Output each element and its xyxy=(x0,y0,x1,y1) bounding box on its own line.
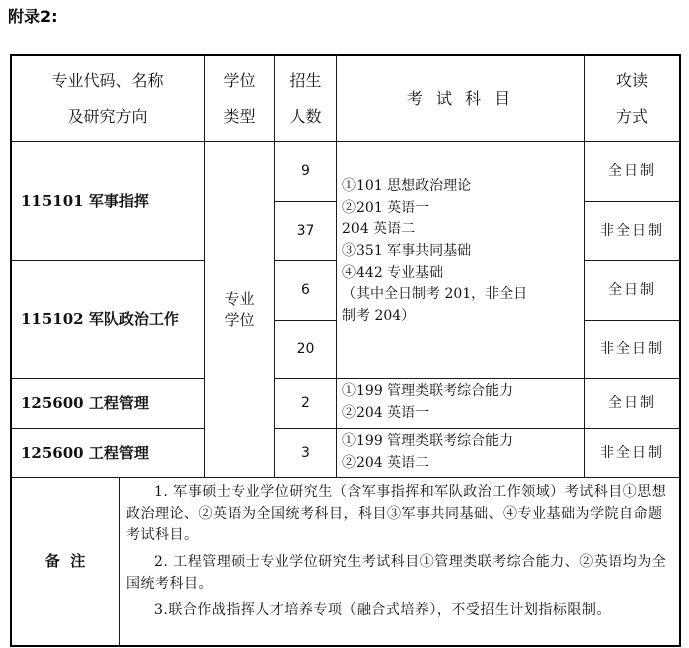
header-degree-line1: 学位 xyxy=(223,70,256,90)
major-name: 115102 军队政治工作 xyxy=(21,310,179,329)
header-enroll-line1: 招生 xyxy=(289,70,322,90)
enrollment-count: 9 xyxy=(301,163,310,180)
remark-item: 3.联合作战指挥人才培养专项（融合式培养），不受招生计划指标限制。 xyxy=(154,602,611,618)
major-name: 125600 工程管理 xyxy=(21,443,149,462)
header-enrollment xyxy=(275,56,336,141)
study-mode: 全日制 xyxy=(608,163,656,180)
exam-subjects: ①199 管理类联考综合能力 ②204 英语二 xyxy=(342,433,514,471)
header-major-line2: 及研究方向 xyxy=(67,106,148,126)
degree-type-line1: 专业 xyxy=(224,290,255,309)
header-degree-line2: 类型 xyxy=(223,106,256,126)
table-border-bottom xyxy=(10,645,680,647)
study-mode: 非全日制 xyxy=(600,222,664,239)
degree-type-line2: 学位 xyxy=(224,310,255,329)
remarks-col-divider xyxy=(119,477,120,646)
header-mode-line1: 攻读 xyxy=(615,70,648,90)
shared-exam-subjects: ①101 思想政治理论 ②201 英语一 204 英语二 ③351 军事共同基础 ④442 专业基础 （其中全日制考 201，非全日 制考 204） xyxy=(342,178,528,325)
header-enroll-line2: 人数 xyxy=(289,106,322,126)
major-name: 125600 工程管理 xyxy=(21,394,149,413)
table-border-right xyxy=(679,54,681,647)
header-subjects: 考 试 科 目 xyxy=(406,88,515,108)
study-mode: 非全日制 xyxy=(600,341,664,358)
enrollment-count: 20 xyxy=(296,341,315,358)
remarks-label: 备 注 xyxy=(44,552,86,571)
study-mode: 全日制 xyxy=(608,395,656,412)
remark-item: 2. 工程管理硕士专业学位研究生考试科目①管理类联考综合能力、②英语均为全国统考科目。 xyxy=(126,554,667,592)
degree-type-cell xyxy=(205,142,274,477)
exam-subjects: ①199 管理类联考综合能力 ②204 英语一 xyxy=(342,383,514,421)
enrollment-count: 2 xyxy=(301,395,310,412)
header-study-mode xyxy=(585,56,679,141)
enrollment-count: 6 xyxy=(301,282,310,299)
study-mode: 全日制 xyxy=(608,282,656,299)
enrollment-count: 37 xyxy=(296,222,315,239)
major-name: 115101 军事指挥 xyxy=(21,191,149,210)
header-major-line1: 专业代码、名称 xyxy=(51,70,164,90)
study-mode: 非全日制 xyxy=(600,444,664,461)
remark-item: 1. 军事硕士专业学位研究生（含军事指挥和军队政治工作领域）考试科目①思想政治理论、②英语为全国统考科目，科目③军事共同基础、④专业基础为学院自命题考试科目。 xyxy=(126,484,667,544)
header-degree-type xyxy=(205,56,274,141)
header-mode-line2: 方式 xyxy=(615,106,648,126)
page-title: 附录2: xyxy=(8,7,58,26)
header-major xyxy=(11,56,204,141)
enrollment-count: 3 xyxy=(301,444,310,461)
